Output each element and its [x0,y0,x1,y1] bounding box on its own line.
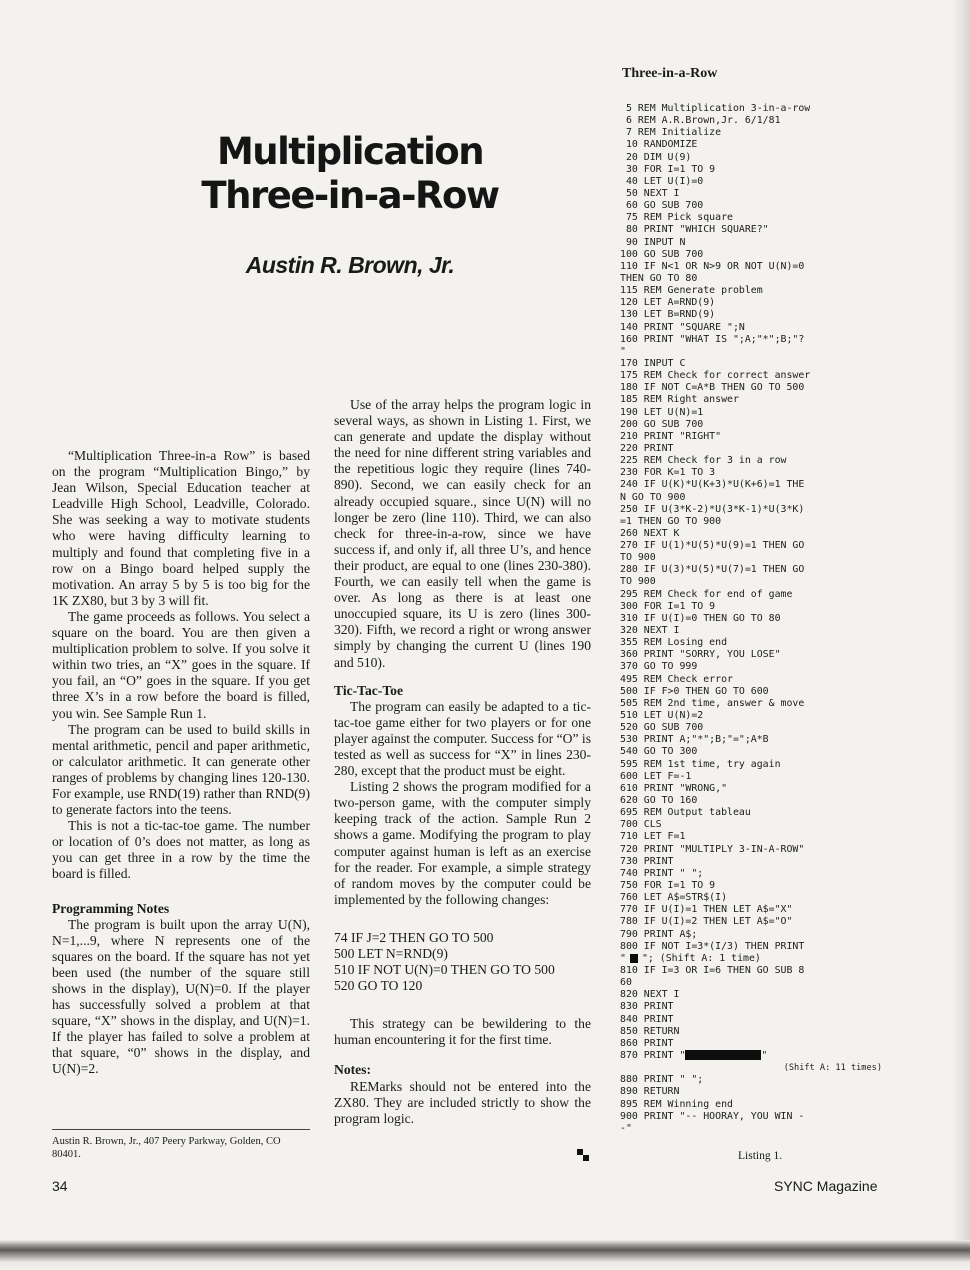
listing-line-text: 185 REM Right answer [620,394,739,406]
listing-line [620,856,890,868]
listing-line [620,686,890,698]
section-heading-notes: Notes: [334,1062,371,1078]
listing-line-text: 260 NEXT K [620,527,680,539]
listing-line-text: 520 GO SUB 700 [620,722,704,734]
graphic-block-icon [630,954,638,963]
listing-line [620,674,890,686]
listing-line [620,382,890,394]
listing-line [620,819,890,831]
listing-line-text: 600 LET F=-1 [620,770,692,782]
listing-line-text: 250 IF U(3*K-2)*U(3*K-1)*U(3*K) [620,503,805,515]
listing-line [620,795,890,807]
listing-line [620,625,890,637]
listing-line [620,613,890,625]
listing-line-text: 760 LET A$=STR$(I) [620,892,728,904]
listing-line [620,394,890,406]
listing-line [620,516,890,528]
listing-line [620,916,890,928]
listing-line [620,407,890,419]
code-line: 510 IF NOT U(N)=0 THEN GO TO 500 [334,962,555,978]
listing-quote: " [761,1049,768,1061]
listing-line-text: 60 [620,977,632,989]
listing-line [620,953,890,965]
listing-line [620,188,890,200]
column-1 [52,448,310,1078]
paragraph: The program can be used to build skills in mental arithmetic, pencil and paper arithmetic, or calculator arithmetic. It can generate other ranges of problems by changing lines 120-130. For example, use RND(19) rather than RND(9) to generate factors into the teens. [52,721,310,818]
code-line: 520 GO TO 120 [334,978,423,994]
paragraph: REMarks should not be entered into the ZX80. They are included strictly to show the program logic. [334,1078,591,1126]
listing-line-text: 40 LET U(I)=0 [620,175,704,187]
listing-line-text: 200 GO SUB 700 [620,418,704,430]
listing-line-text: 820 NEXT I [620,989,680,1001]
listing-line [620,601,890,613]
listing-caption: Listing 1. [738,1150,783,1162]
listing-line-text: 310 IF U(I)=0 THEN GO TO 80 [620,612,781,624]
listing-line [620,844,890,856]
listing-line [620,746,890,758]
listing-line [620,1099,890,1111]
paragraph: This is not a tic-tac-toe game. The number or location of 0’s does not matter, as long as you can get three in a row by the time the board is filled. [52,818,310,882]
listing-line-text: 7 REM Initialize [620,127,722,139]
listing-line [620,479,890,491]
author-footnote: Austin R. Brown, Jr., 407 Peery Parkway, Golden, CO 80401. [52,1136,281,1160]
listing-line-text: 240 IF U(K)*U(K+3)*U(K+6)=1 THE [620,479,805,491]
listing-line-text: 830 PRINT [620,1001,674,1013]
listing-line-text: 750 FOR I=1 TO 9 [620,880,716,891]
listing-line [620,237,890,249]
listing-line-text: N GO TO 900 [620,491,686,503]
listing-line [620,224,890,236]
listing-line [620,297,890,309]
listing-line-text: 175 REM Check for correct answer [620,370,811,382]
listing-line-text: 180 IF NOT C=A*B THEN GO TO 500 [620,382,805,394]
graphic-block-icon [685,1050,761,1060]
listing-line-text: 6 REM A.R.Brown,Jr. 6/1/81 [620,115,781,127]
listing-line [620,1050,890,1062]
listing-line [620,649,890,661]
listing-line-text: 620 GO TO 160 [620,795,698,807]
listing-line [620,212,890,224]
listing-line-text: 740 PRINT " "; [620,867,704,879]
code-line: 500 LET N=RND(9) [334,946,448,961]
listing-line-text: 75 REM Pick square [620,212,733,224]
section-heading-programming-notes: Programming Notes [52,900,170,916]
listing-line-text: 505 REM 2nd time, answer & move [620,697,805,709]
listing-line-text: 170 INPUT C [620,357,686,369]
listing-line [620,152,890,164]
listing-line-text: 80 PRINT "WHICH SQUARE?" [620,224,769,236]
listing-line [620,698,890,710]
footnote-divider [52,1129,310,1130]
listing-line-text: 610 PRINT "WRONG," [620,782,728,794]
listing-line-text: 115 REM Generate problem [620,285,763,297]
listing-line [620,637,890,649]
listing-line-text: TO 900 [620,576,656,588]
listing-line [620,1074,890,1086]
title-line-2: Three-in-a-Row [201,174,499,217]
listing-line [620,783,890,795]
listing-line-text: 810 IF I=3 OR I=6 THEN GO SUB 8 [620,964,805,976]
listing-line-text: 20 DIM U(9) [620,151,692,163]
listing-line-text: THEN GO TO 80 [620,272,698,284]
listing-line-text: 10 RANDOMIZE [620,139,698,151]
listing-line-text: 880 PRINT " "; [620,1074,704,1086]
listing-line [620,103,890,115]
listing-line-text: 110 IF N<1 OR N>9 OR NOT U(N)=0 [620,260,805,272]
listing-line [620,965,890,977]
listing-line [620,467,890,479]
listing-line-text: -" [620,1122,632,1134]
listing-line-text: 895 REM Winning end [620,1098,733,1110]
scan-bottom-edge [0,1240,970,1270]
listing-line [620,322,890,334]
paragraph: “Multiplication Three-in-a Row” is based on the program “Multiplication Bingo,” by Jean Wilson, Special Education teacher at Leadville High School, Leadville, Colorado. She was seeking a way to motivate students who were having difficulty learning to multiply and found that completing five in a row on a Bingo board helped supply the motivation. An array 5 by 5 is too big for the 1K ZX80, but 3 by 3 will fit. [52,448,310,608]
listing-line-text: 60 GO SUB 700 [620,200,704,212]
listing-line-text: 695 REM Output tableau [620,807,751,819]
page-number: 34 [52,1178,68,1194]
listing-line [620,1014,890,1026]
paragraph: The game proceeds as follows. You select a square on the board. You are then given a multiplication problem to solve. If you solve it within two tries, an “X” goes in the square. If you fail, an “O” goes in the square. If you get three X’s in a row before the board is filled, you win. See Sample Run 1. [52,608,310,721]
listing-line [620,589,890,601]
listing-line-text: 860 PRINT [620,1037,674,1049]
listing-line [620,273,890,285]
listing-line [620,164,890,176]
listing-line-text: 850 RETURN [620,1025,680,1037]
listing-line [620,734,890,746]
paragraph: Listing 2 shows the program modified for a two-person game, with the computer simply keeping track of the action. Sample Run 2 shows a game. Modifying the program to play computer against human is left as an exercise for the reader. For example, a simple strategy of random moves by the computer could be implemented by the following changes: [334,779,591,907]
listing-line [620,540,890,552]
listing-line [620,309,890,321]
listing-line [620,139,890,151]
listing-line [620,989,890,1001]
listing-line [620,261,890,273]
listing-line [620,1001,890,1013]
listing-line-text: 700 CLS [620,819,662,831]
article-title [160,130,540,218]
listing-line-text: 900 PRINT "-- HOORAY, YOU WIN - [620,1110,805,1122]
listing-line-text: 540 GO TO 300 [620,746,698,758]
listing-line [620,176,890,188]
listing-line [620,419,890,431]
listing-line-text: 360 PRINT "SORRY, YOU LOSE" [620,649,781,661]
listing-line-text: 270 IF U(1)*U(5)*U(9)=1 THEN GO [620,540,805,552]
listing-line-text: 5 REM Multiplication 3-in-a-row [620,103,811,114]
paragraph: This strategy can be bewildering to the human encountering it for the first time. [334,1016,591,1048]
listing-line-text: 225 REM Check for 3 in a row [620,455,787,467]
section-heading-tic-tac-toe: Tic-Tac-Toe [334,682,403,698]
listing-line [620,1086,890,1098]
listing-line-text: 890 RETURN [620,1086,680,1098]
listing-line [620,880,890,892]
listing-line [620,455,890,467]
listing-line [620,346,890,358]
listing-line [620,576,890,588]
listing-line [620,941,890,953]
listing-line [620,492,890,504]
listing-line-text: 500 IF F>0 THEN GO TO 600 [620,685,769,697]
listing-line [620,1123,890,1135]
listing-line [620,1038,890,1050]
listing-line-text: 495 REM Check error [620,673,733,685]
listing-line [620,285,890,297]
listing-line-text: 840 PRINT [620,1013,674,1025]
listing-title: Three-in-a-Row [622,66,718,81]
listing-line [620,831,890,843]
listing-line [620,807,890,819]
listing-annotation: (Shift A: 11 times) [783,1063,882,1074]
listing-line [620,771,890,783]
paragraph: The program can easily be adapted to a tic-tac-toe game either for two players or for one player against the computer. Success for “O” is tested as well as success for “X” in lines 230-280, except that the product must be eight. [334,698,591,779]
listing-line-text: 710 LET F=1 [620,831,686,843]
listing-line [620,759,890,771]
listing-line-text: 730 PRINT [620,855,674,867]
listing-line-text: 50 NEXT I [620,187,680,199]
paragraph: The program is built upon the array U(N), N=1,...9, where N represents one of the squares on the board. If the square has not yet been used (the number of the square still shows in the display), U(N)=0. If the player has successfully solved a problem at that square, “X” shows in the display, and U(N)=1. If the player has failed to solve a problem at that square, “0” shows in the display, and U(N)=2. [52,916,310,1077]
listing-line-text: =1 THEN GO TO 900 [620,515,722,527]
listing-line [620,904,890,916]
listing-line [620,249,890,261]
listing-line [620,661,890,673]
listing-line [620,200,890,212]
listing-line [620,358,890,370]
listing-line [620,334,890,346]
listing-line [620,552,890,564]
listing-line-text: 160 PRINT "WHAT IS ";A;"*";B;"? [620,333,805,345]
listing-line [620,564,890,576]
listing-line [620,431,890,443]
code-line: 74 IF J=2 THEN GO TO 500 [334,929,494,945]
listing-line-text: 720 PRINT "MULTIPLY 3-IN-A-ROW" [620,843,805,855]
listing-line [620,504,890,516]
listing-line-text: 190 LET U(N)=1 [620,406,704,418]
listing-line [620,710,890,722]
listing-line-text: 595 REM 1st time, try again [620,758,781,770]
column-2 [334,397,591,1127]
listing-line-text: 370 GO TO 999 [620,661,698,673]
article-author: Austin R. Brown, Jr. [245,252,455,278]
listing-line [620,929,890,941]
listing-annotation: "; (Shift A: 1 time) [641,952,761,964]
listing-line [620,115,890,127]
listing-line-text: 280 IF U(3)*U(5)*U(7)=1 THEN GO [620,564,805,576]
code-snippet [334,930,591,994]
listing-line [620,722,890,734]
listing-line-text: 30 FOR I=1 TO 9 [620,163,716,175]
listing-line [620,528,890,540]
listing-line-text: 780 IF U(I)=2 THEN LET A$="O" [620,916,793,928]
listing-line-text: 790 PRINT A$; [620,928,698,940]
listing-line [620,1062,890,1074]
listing-line-text: 210 PRINT "RIGHT" [620,430,722,442]
listing-line-text: 510 LET U(N)=2 [620,710,704,722]
end-of-article-icon [577,1149,589,1161]
listing-line [620,127,890,139]
magazine-name: SYNC Magazine [774,1178,878,1194]
listing-line-text: 530 PRINT A;"*";B;"=";A*B [620,734,769,746]
listing-line-text: 870 PRINT " [620,1049,686,1061]
listing-line-text: 355 REM Losing end [620,637,728,649]
listing-line-text: 800 IF NOT I=3*(I/3) THEN PRINT [620,940,805,952]
listing-line-text: 90 INPUT N [620,236,686,248]
listing-quote: " [620,952,626,964]
listing-line-text: 130 LET B=RND(9) [620,309,716,321]
listing-line-text: 300 FOR I=1 TO 9 [620,600,716,612]
listing-line-text: TO 900 [620,552,656,564]
listing-line-text: 100 GO SUB 700 [620,248,704,260]
listing-line-text: 220 PRINT [620,442,674,454]
paragraph: Use of the array helps the program logic in several ways, as shown in Listing 1. First, we can generate and update the display without the need for nine different string variables and the repetitious logic they require (lines 740-890). Second, we can easily check for an already occupied square., since U(N) will no longer be zero (line 110). Third, we can also check for three-in-a-row, since we have success if, and only if, all three U’s, and hence their product, are equal to one (lines 230-380). Fourth, we can easily tell when the game is over. As long as there is at least one unoccupied square, its U is zero (lines 300-320). Fifth, we record a right or wrong answer simply by changing the current U (lines 190 and 510). [334,397,591,670]
listing-line [620,977,890,989]
page-edge-shadow [952,0,970,1240]
listing-line-text: 295 REM Check for end of game [620,588,793,600]
listing-line-text: 230 FOR K=1 TO 3 [620,467,716,479]
listing-line-text: 120 LET A=RND(9) [620,297,716,309]
listing-line [620,1111,890,1123]
listing-line-text: " [620,345,626,357]
listing-line [620,443,890,455]
listing-line [620,1026,890,1038]
listing-line [620,370,890,382]
listing-line-text: 770 IF U(I)=1 THEN LET A$="X" [620,904,793,916]
program-listing [620,103,890,1135]
listing-line [620,892,890,904]
listing-line [620,868,890,880]
listing-line-text: 140 PRINT "SQUARE ";N [620,321,745,333]
title-line-1: Multiplication [216,130,484,173]
listing-line-text: 320 NEXT I [620,625,680,637]
